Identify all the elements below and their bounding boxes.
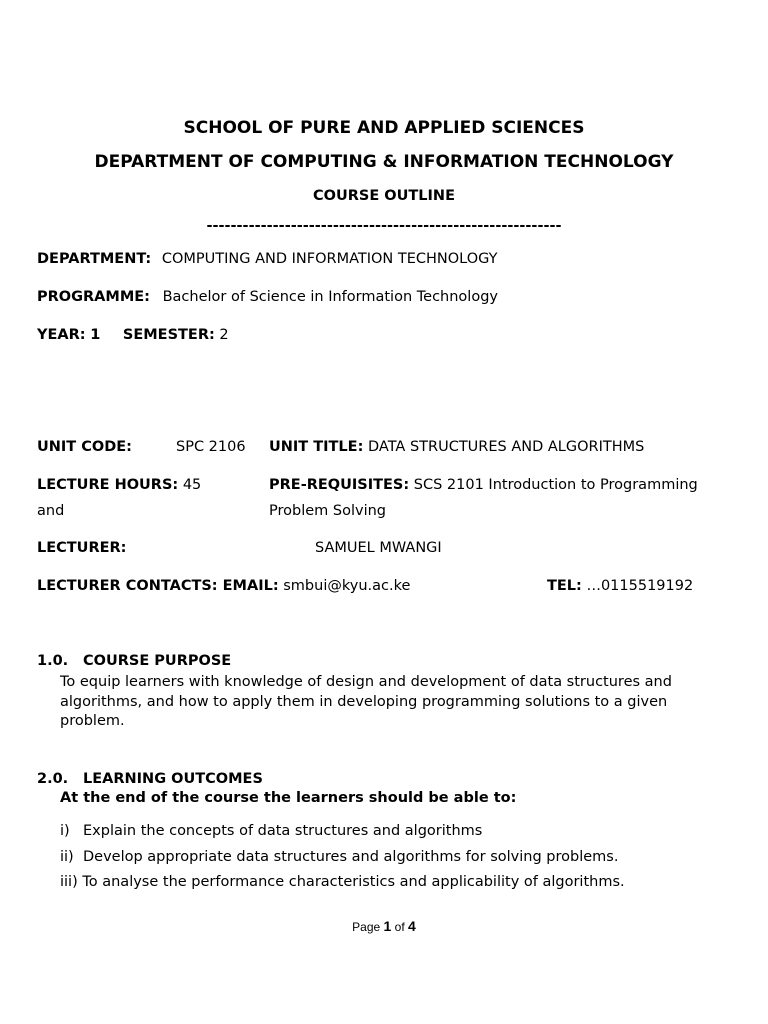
list-item: [60, 874, 625, 890]
year-semester-row: [37, 327, 229, 343]
prerequisites-continuation: Problem Solving: [269, 503, 386, 519]
programme-label: PROGRAMME:: [37, 289, 150, 305]
prerequisites-label: PRE-REQUISITES:: [269, 477, 410, 493]
department-value: COMPUTING AND INFORMATION TECHNOLOGY: [161, 251, 498, 267]
unit-code-label: UNIT CODE:: [37, 439, 132, 455]
outcomes-number: 2.0.: [37, 771, 69, 787]
school-heading: SCHOOL OF PURE AND APPLIED SCIENCES: [183, 118, 585, 138]
year-label: YEAR:: [37, 327, 86, 343]
page-number: 1: [383, 918, 392, 934]
lecturer-value: SAMUEL MWANGI: [315, 540, 442, 556]
lecturer-label: LECTURER:: [37, 540, 127, 556]
unit-title-value: DATA STRUCTURES AND ALGORITHMS: [367, 439, 645, 455]
purpose-heading: COURSE PURPOSE: [83, 653, 232, 669]
department-heading: DEPARTMENT OF COMPUTING & INFORMATION TECHNOLOGY: [94, 152, 674, 172]
department-row: [37, 251, 498, 267]
list-marker: iii): [60, 874, 78, 890]
prerequisites-row: [269, 477, 698, 493]
outcomes-intro: At the end of the course the learners should be able to:: [60, 790, 517, 806]
lecture-hours-row: [37, 477, 201, 493]
unit-title-row: [269, 439, 644, 455]
list-item: [60, 823, 482, 839]
list-text: Explain the concepts of data structures and algorithms: [83, 823, 483, 839]
lecture-hours-label: LECTURE HOURS:: [37, 477, 179, 493]
year-value: 1: [90, 327, 101, 343]
list-text: Develop appropriate data structures and algorithms for solving problems.: [83, 849, 619, 865]
list-text: To analyse the performance characteristics and applicability of algorithms.: [82, 874, 625, 890]
list-marker: ii): [60, 849, 74, 865]
prerequisites-value: SCS 2101 Introduction to Programming: [413, 477, 698, 493]
lecture-hours-value: 45: [182, 477, 202, 493]
tel-label: TEL:: [547, 578, 582, 594]
of-word: of: [394, 920, 405, 934]
lecture-hours-continuation: and: [37, 503, 65, 519]
programme-value: Bachelor of Science in Information Technology: [162, 289, 498, 305]
page-footer: [0, 918, 768, 934]
unit-code-value: SPC 2106: [176, 439, 246, 455]
doc-title: COURSE OUTLINE: [313, 188, 455, 204]
programme-row: [37, 289, 498, 305]
email-value[interactable]: smbui@kyu.ac.ke: [283, 578, 411, 594]
outcomes-heading: LEARNING OUTCOMES: [83, 771, 263, 787]
department-label: DEPARTMENT:: [37, 251, 152, 267]
list-marker: i): [60, 823, 70, 839]
contacts-row: [37, 578, 410, 594]
page-total: 4: [408, 918, 416, 934]
title-rule: -----------------------------------------------------------: [206, 218, 562, 234]
list-item: [60, 849, 618, 865]
tel-value: …0115519192: [586, 578, 694, 594]
purpose-text: To equip learners with knowledge of design and development of data structures and algorithms, and how to apply them in developing programming solutions to a given problem.: [60, 674, 672, 729]
contacts-label: LECTURER CONTACTS: EMAIL:: [37, 578, 279, 594]
tel-row: [547, 578, 693, 594]
unit-title-label: UNIT TITLE:: [269, 439, 364, 455]
page-word: Page: [352, 920, 381, 934]
purpose-number: 1.0.: [37, 653, 69, 669]
semester-value: 2: [219, 327, 229, 343]
semester-label: SEMESTER:: [122, 327, 215, 343]
